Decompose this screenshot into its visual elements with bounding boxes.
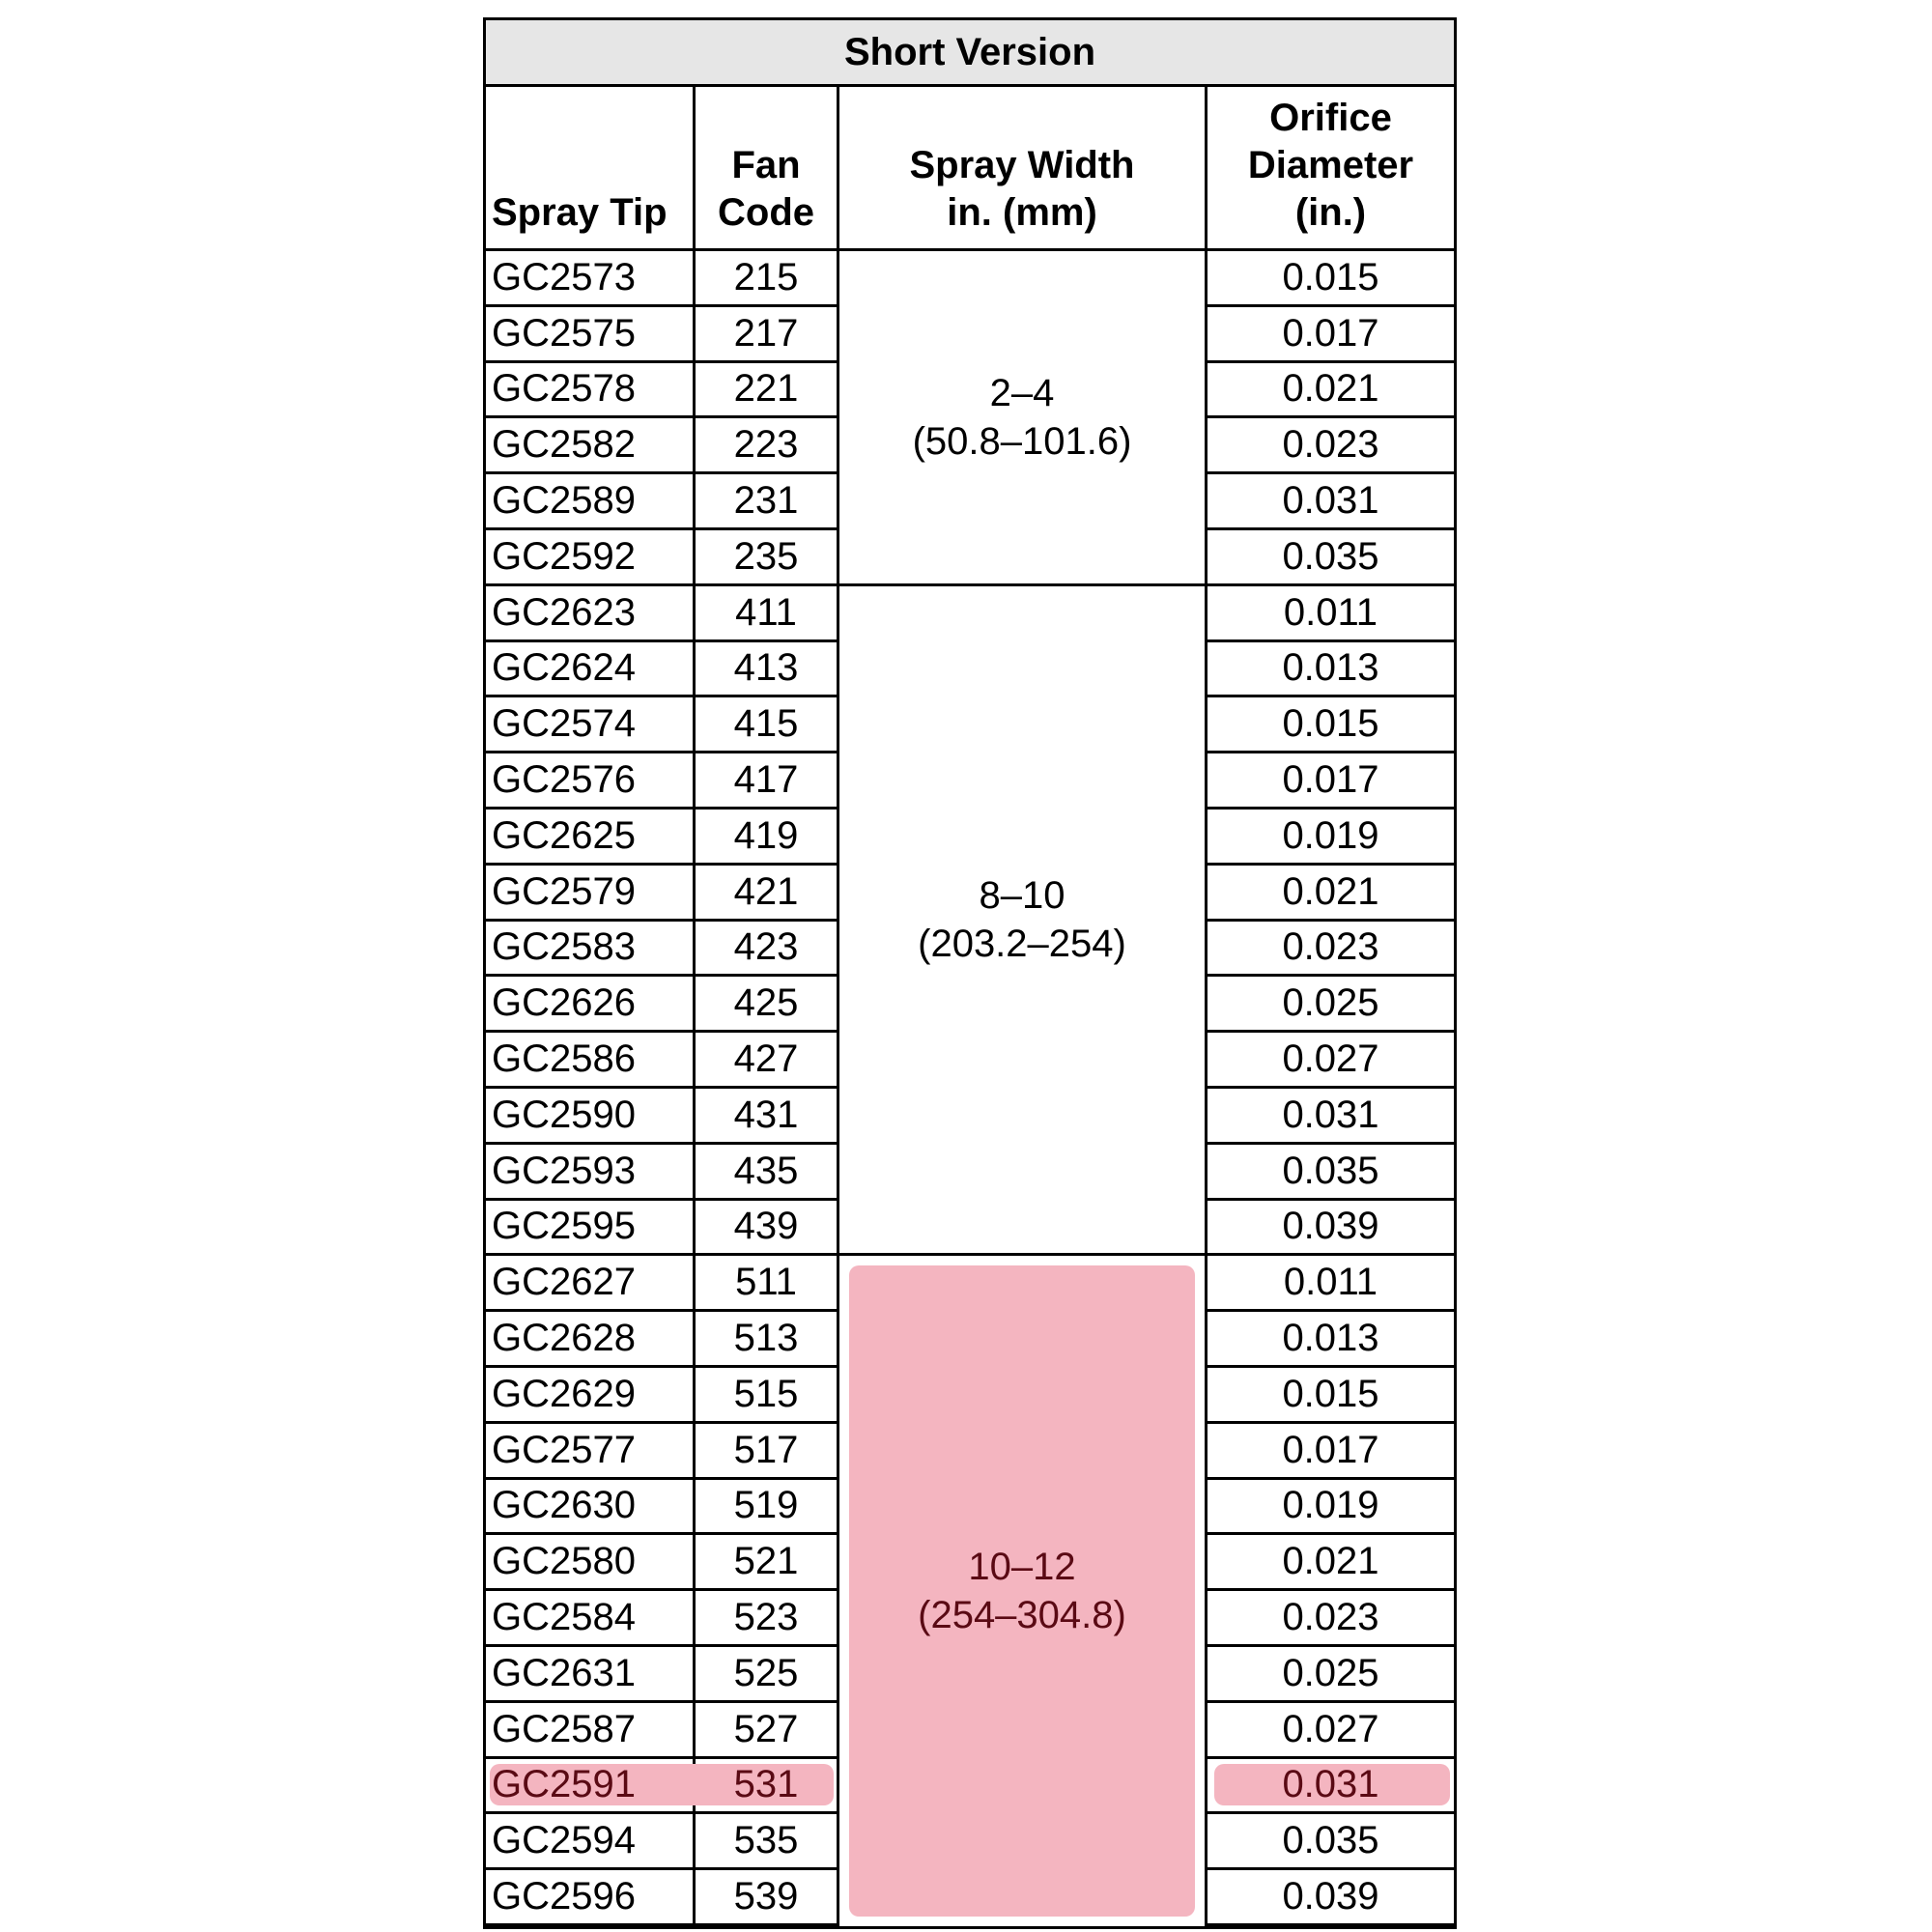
spray-tip-cell-text: GC2579 bbox=[492, 869, 636, 913]
orifice-cell-text: 0.013 bbox=[1282, 1317, 1379, 1360]
spray-tip-cell-text: GC2596 bbox=[492, 1875, 636, 1918]
orifice-cell-text: 0.021 bbox=[1282, 1540, 1379, 1583]
orifice-cell-text: 0.025 bbox=[1282, 1651, 1379, 1694]
orifice-cell bbox=[1208, 1814, 1454, 1870]
orifice-cell-text: 0.039 bbox=[1282, 1205, 1379, 1248]
fan-code-cell bbox=[696, 251, 839, 307]
fan-code-cell bbox=[696, 586, 839, 642]
orifice-cell-text: 0.017 bbox=[1282, 1428, 1379, 1471]
orifice-cell-text: 0.035 bbox=[1282, 1149, 1379, 1192]
orifice-cell bbox=[1208, 1703, 1454, 1759]
fan-code-cell-text: 527 bbox=[733, 1707, 799, 1750]
orifice-cell bbox=[1208, 1870, 1454, 1926]
fan-code-cell bbox=[696, 810, 839, 866]
orifice-cell bbox=[1208, 474, 1454, 530]
orifice-cell-text: 0.017 bbox=[1282, 311, 1379, 355]
fan-code-cell-text: 531 bbox=[733, 1763, 799, 1806]
orifice-cell-text: 0.023 bbox=[1282, 423, 1379, 467]
orifice-cell-text: 0.017 bbox=[1282, 758, 1379, 802]
orifice-cell-text: 0.025 bbox=[1282, 981, 1379, 1025]
spray-tip-cell-text: GC2626 bbox=[492, 981, 636, 1025]
spray-tip-cell-text: GC2587 bbox=[492, 1707, 636, 1750]
spray-tip-cell-text: GC2573 bbox=[492, 255, 636, 298]
orifice-cell-text: 0.015 bbox=[1282, 702, 1379, 746]
orifice-cell-text: 0.019 bbox=[1282, 813, 1379, 857]
header-row bbox=[486, 87, 1454, 251]
orifice-cell-text: 0.027 bbox=[1282, 1707, 1379, 1750]
fan-code-cell bbox=[696, 866, 839, 922]
orifice-cell bbox=[1208, 1033, 1454, 1089]
orifice-cell bbox=[1208, 1201, 1454, 1257]
header-spray-width bbox=[839, 87, 1208, 248]
orifice-cell bbox=[1208, 586, 1454, 642]
orifice-cell bbox=[1208, 810, 1454, 866]
spray-width-mm: (254–304.8) bbox=[918, 1594, 1126, 1637]
spray-tip-cell bbox=[486, 586, 696, 642]
orifice-cell-text: 0.015 bbox=[1282, 1372, 1379, 1415]
spray-tip-cell bbox=[486, 1814, 696, 1870]
spray-width-mm: (203.2–254) bbox=[918, 923, 1126, 966]
orifice-cell-text: 0.019 bbox=[1282, 1484, 1379, 1527]
spray-tip-cell-text: GC2580 bbox=[492, 1540, 636, 1583]
header-spray-width-line1: Spray Width bbox=[909, 144, 1135, 186]
spray-width-inches: 8–10 bbox=[979, 874, 1065, 918]
orifice-cell-text: 0.021 bbox=[1282, 367, 1379, 411]
spray-tip-cell-text: GC2631 bbox=[492, 1651, 636, 1694]
spray-width-value bbox=[918, 1543, 1126, 1639]
fan-code-cell bbox=[696, 1145, 839, 1201]
fan-code-cell bbox=[696, 363, 839, 419]
table-body bbox=[486, 251, 1454, 1926]
spray-tip-cell-text: GC2624 bbox=[492, 646, 636, 690]
orifice-cell-text: 0.035 bbox=[1282, 1819, 1379, 1862]
spray-tip-cell bbox=[486, 363, 696, 419]
orifice-cell-text: 0.031 bbox=[1282, 1763, 1379, 1806]
orifice-cell bbox=[1208, 251, 1454, 307]
orifice-cell bbox=[1208, 753, 1454, 810]
orifice-cell bbox=[1208, 1647, 1454, 1703]
spray-tip-cell bbox=[486, 1535, 696, 1591]
orifice-cell-text: 0.035 bbox=[1282, 534, 1379, 578]
spray-tip-cell-text: GC2584 bbox=[492, 1596, 636, 1639]
spray-tip-table bbox=[483, 17, 1457, 1929]
spray-width-value bbox=[913, 369, 1132, 466]
fan-code-cell bbox=[696, 922, 839, 978]
header-fan-code-line2: Code bbox=[718, 191, 814, 234]
spray-tip-cell bbox=[486, 866, 696, 922]
orifice-cell-text: 0.031 bbox=[1282, 1093, 1379, 1136]
spray-tip-cell-text: GC2595 bbox=[492, 1205, 636, 1248]
spray-tip-cell bbox=[486, 1424, 696, 1480]
fan-code-cell bbox=[696, 474, 839, 530]
spray-tip-cell bbox=[486, 1145, 696, 1201]
fan-code-cell-text: 221 bbox=[733, 367, 799, 411]
fan-code-cell bbox=[696, 753, 839, 810]
fan-code-cell-text: 535 bbox=[733, 1819, 799, 1862]
orifice-cell bbox=[1208, 1089, 1454, 1145]
fan-code-cell bbox=[696, 1647, 839, 1703]
spray-tip-cell-text: GC2576 bbox=[492, 758, 636, 802]
fan-code-cell bbox=[696, 697, 839, 753]
header-spray-width-line2: in. (mm) bbox=[947, 191, 1097, 234]
fan-code-cell bbox=[696, 1591, 839, 1647]
spray-tip-cell bbox=[486, 1089, 696, 1145]
orifice-cell bbox=[1208, 866, 1454, 922]
header-fan-code bbox=[696, 87, 839, 248]
spray-tip-cell bbox=[486, 1480, 696, 1536]
spray-tip-cell-text: GC2628 bbox=[492, 1317, 636, 1360]
spray-tip-cell bbox=[486, 530, 696, 586]
orifice-cell bbox=[1208, 642, 1454, 698]
fan-code-cell-text: 523 bbox=[733, 1596, 799, 1639]
spray-tip-cell-text: GC2574 bbox=[492, 702, 636, 746]
spray-width-group bbox=[839, 251, 1208, 586]
header-orifice-diameter bbox=[1208, 87, 1454, 248]
fan-code-cell-text: 413 bbox=[733, 646, 799, 690]
header-spray-tip: Spray Tip bbox=[486, 87, 696, 248]
fan-code-cell-text: 415 bbox=[733, 702, 799, 746]
header-fan-code-line1: Fan bbox=[731, 144, 801, 186]
orifice-cell bbox=[1208, 1312, 1454, 1368]
spray-tip-cell-text: GC2630 bbox=[492, 1484, 636, 1527]
spray-tip-cell bbox=[486, 753, 696, 810]
fan-code-cell-text: 431 bbox=[733, 1093, 799, 1136]
spray-tip-cell bbox=[486, 1591, 696, 1647]
fan-code-cell-text: 423 bbox=[733, 925, 799, 969]
orifice-cell-text: 0.015 bbox=[1282, 255, 1379, 298]
fan-code-cell-text: 521 bbox=[733, 1540, 799, 1583]
spray-tip-cell-text: GC2575 bbox=[492, 311, 636, 355]
orifice-cell bbox=[1208, 1256, 1454, 1312]
spray-tip-cell bbox=[486, 474, 696, 530]
spray-tip-cell bbox=[486, 922, 696, 978]
orifice-cell bbox=[1208, 977, 1454, 1033]
spray-width-group bbox=[839, 1256, 1208, 1926]
spray-tip-cell bbox=[486, 1033, 696, 1089]
fan-code-cell bbox=[696, 1870, 839, 1926]
spray-tip-cell bbox=[486, 697, 696, 753]
orifice-cell-text: 0.031 bbox=[1282, 479, 1379, 523]
spray-tip-cell bbox=[486, 977, 696, 1033]
spray-tip-cell bbox=[486, 307, 696, 363]
spray-tip-cell-text: GC2625 bbox=[492, 813, 636, 857]
fan-code-cell-text: 411 bbox=[735, 590, 797, 634]
fan-code-cell-text: 517 bbox=[733, 1428, 799, 1471]
orifice-cell-text: 0.023 bbox=[1282, 925, 1379, 969]
spray-tip-cell-text: GC2586 bbox=[492, 1037, 636, 1081]
spray-tip-cell bbox=[486, 1870, 696, 1926]
fan-code-cell-text: 231 bbox=[733, 479, 799, 523]
spray-tip-cell-text: GC2590 bbox=[492, 1093, 636, 1136]
spray-tip-cell-text: GC2593 bbox=[492, 1149, 636, 1192]
orifice-cell bbox=[1208, 530, 1454, 586]
fan-code-cell-text: 425 bbox=[733, 981, 799, 1025]
spray-tip-cell bbox=[486, 1703, 696, 1759]
fan-code-cell bbox=[696, 1480, 839, 1536]
spray-tip-cell-text: GC2589 bbox=[492, 479, 636, 523]
fan-code-cell-text: 215 bbox=[733, 255, 799, 298]
spray-width-inches: 10–12 bbox=[968, 1546, 1076, 1589]
fan-code-cell-text: 519 bbox=[733, 1484, 799, 1527]
fan-code-cell-text: 439 bbox=[733, 1205, 799, 1248]
spray-tip-cell-text: GC2577 bbox=[492, 1428, 636, 1471]
fan-code-cell-text: 419 bbox=[733, 813, 799, 857]
fan-code-cell-text: 427 bbox=[733, 1037, 799, 1081]
orifice-cell-text: 0.039 bbox=[1282, 1875, 1379, 1918]
fan-code-cell bbox=[696, 1535, 839, 1591]
header-orifice-line1: Orifice bbox=[1269, 97, 1392, 139]
header-orifice-line3: (in.) bbox=[1294, 191, 1367, 234]
spray-width-inches: 2–4 bbox=[989, 371, 1055, 414]
spray-tip-cell-text: GC2594 bbox=[492, 1819, 636, 1862]
fan-code-cell bbox=[696, 977, 839, 1033]
orifice-cell bbox=[1208, 1480, 1454, 1536]
fan-code-cell bbox=[696, 642, 839, 698]
orifice-cell bbox=[1208, 1535, 1454, 1591]
orifice-cell-text: 0.023 bbox=[1282, 1596, 1379, 1639]
orifice-cell-text: 0.021 bbox=[1282, 869, 1379, 913]
fan-code-cell bbox=[696, 307, 839, 363]
spray-tip-cell-text: GC2592 bbox=[492, 534, 636, 578]
header-orifice-line2: Diameter bbox=[1247, 144, 1414, 186]
fan-code-cell bbox=[696, 530, 839, 586]
fan-code-cell bbox=[696, 1814, 839, 1870]
orifice-cell bbox=[1208, 363, 1454, 419]
spray-tip-cell bbox=[486, 642, 696, 698]
orifice-cell bbox=[1208, 1368, 1454, 1424]
spray-tip-cell bbox=[486, 1256, 696, 1312]
fan-code-cell bbox=[696, 1201, 839, 1257]
spray-tip-cell bbox=[486, 1201, 696, 1257]
spray-tip-cell bbox=[486, 1368, 696, 1424]
spray-tip-cell-text: GC2591 bbox=[492, 1763, 636, 1806]
fan-code-cell bbox=[696, 418, 839, 474]
orifice-cell bbox=[1208, 418, 1454, 474]
orifice-cell bbox=[1208, 1591, 1454, 1647]
orifice-cell bbox=[1208, 922, 1454, 978]
orifice-cell bbox=[1208, 697, 1454, 753]
fan-code-cell bbox=[696, 1256, 839, 1312]
orifice-cell-text: 0.011 bbox=[1283, 1261, 1378, 1304]
fan-code-cell-text: 417 bbox=[733, 758, 799, 802]
spray-tip-cell bbox=[486, 810, 696, 866]
fan-code-cell bbox=[696, 1368, 839, 1424]
fan-code-cell bbox=[696, 1312, 839, 1368]
fan-code-cell-text: 515 bbox=[733, 1372, 799, 1415]
spray-tip-cell-text: GC2582 bbox=[492, 423, 636, 467]
fan-code-cell-text: 435 bbox=[733, 1149, 799, 1192]
fan-code-cell-text: 223 bbox=[733, 423, 799, 467]
spray-tip-cell bbox=[486, 418, 696, 474]
orifice-cell bbox=[1208, 307, 1454, 363]
spray-width-mm: (50.8–101.6) bbox=[912, 419, 1132, 463]
spray-width-value bbox=[918, 871, 1126, 968]
spray-tip-cell-text: GC2578 bbox=[492, 367, 636, 411]
fan-code-cell bbox=[696, 1703, 839, 1759]
spray-tip-cell-text: GC2627 bbox=[492, 1261, 636, 1304]
table-title: Short Version bbox=[486, 20, 1454, 87]
spray-tip-cell bbox=[486, 1312, 696, 1368]
spray-width-group bbox=[839, 586, 1208, 1257]
spray-tip-cell bbox=[486, 1647, 696, 1703]
fan-code-cell-text: 217 bbox=[733, 311, 799, 355]
fan-code-cell-text: 421 bbox=[733, 869, 799, 913]
spray-tip-cell-text: GC2583 bbox=[492, 925, 636, 969]
spray-tip-cell-text: GC2623 bbox=[492, 590, 636, 634]
spray-tip-cell bbox=[486, 251, 696, 307]
orifice-cell-text: 0.011 bbox=[1283, 590, 1378, 634]
orifice-cell bbox=[1208, 1424, 1454, 1480]
orifice-cell-text: 0.027 bbox=[1282, 1037, 1379, 1081]
orifice-cell-text: 0.013 bbox=[1282, 646, 1379, 690]
orifice-cell bbox=[1208, 1145, 1454, 1201]
fan-code-cell bbox=[696, 1033, 839, 1089]
fan-code-cell-text: 539 bbox=[733, 1875, 799, 1918]
fan-code-cell-text: 511 bbox=[735, 1261, 797, 1304]
fan-code-cell-text: 525 bbox=[733, 1651, 799, 1694]
fan-code-cell bbox=[696, 1424, 839, 1480]
fan-code-cell-text: 513 bbox=[733, 1317, 799, 1360]
fan-code-cell-text: 235 bbox=[733, 534, 799, 578]
spray-tip-cell-text: GC2629 bbox=[492, 1372, 636, 1415]
fan-code-cell bbox=[696, 1089, 839, 1145]
